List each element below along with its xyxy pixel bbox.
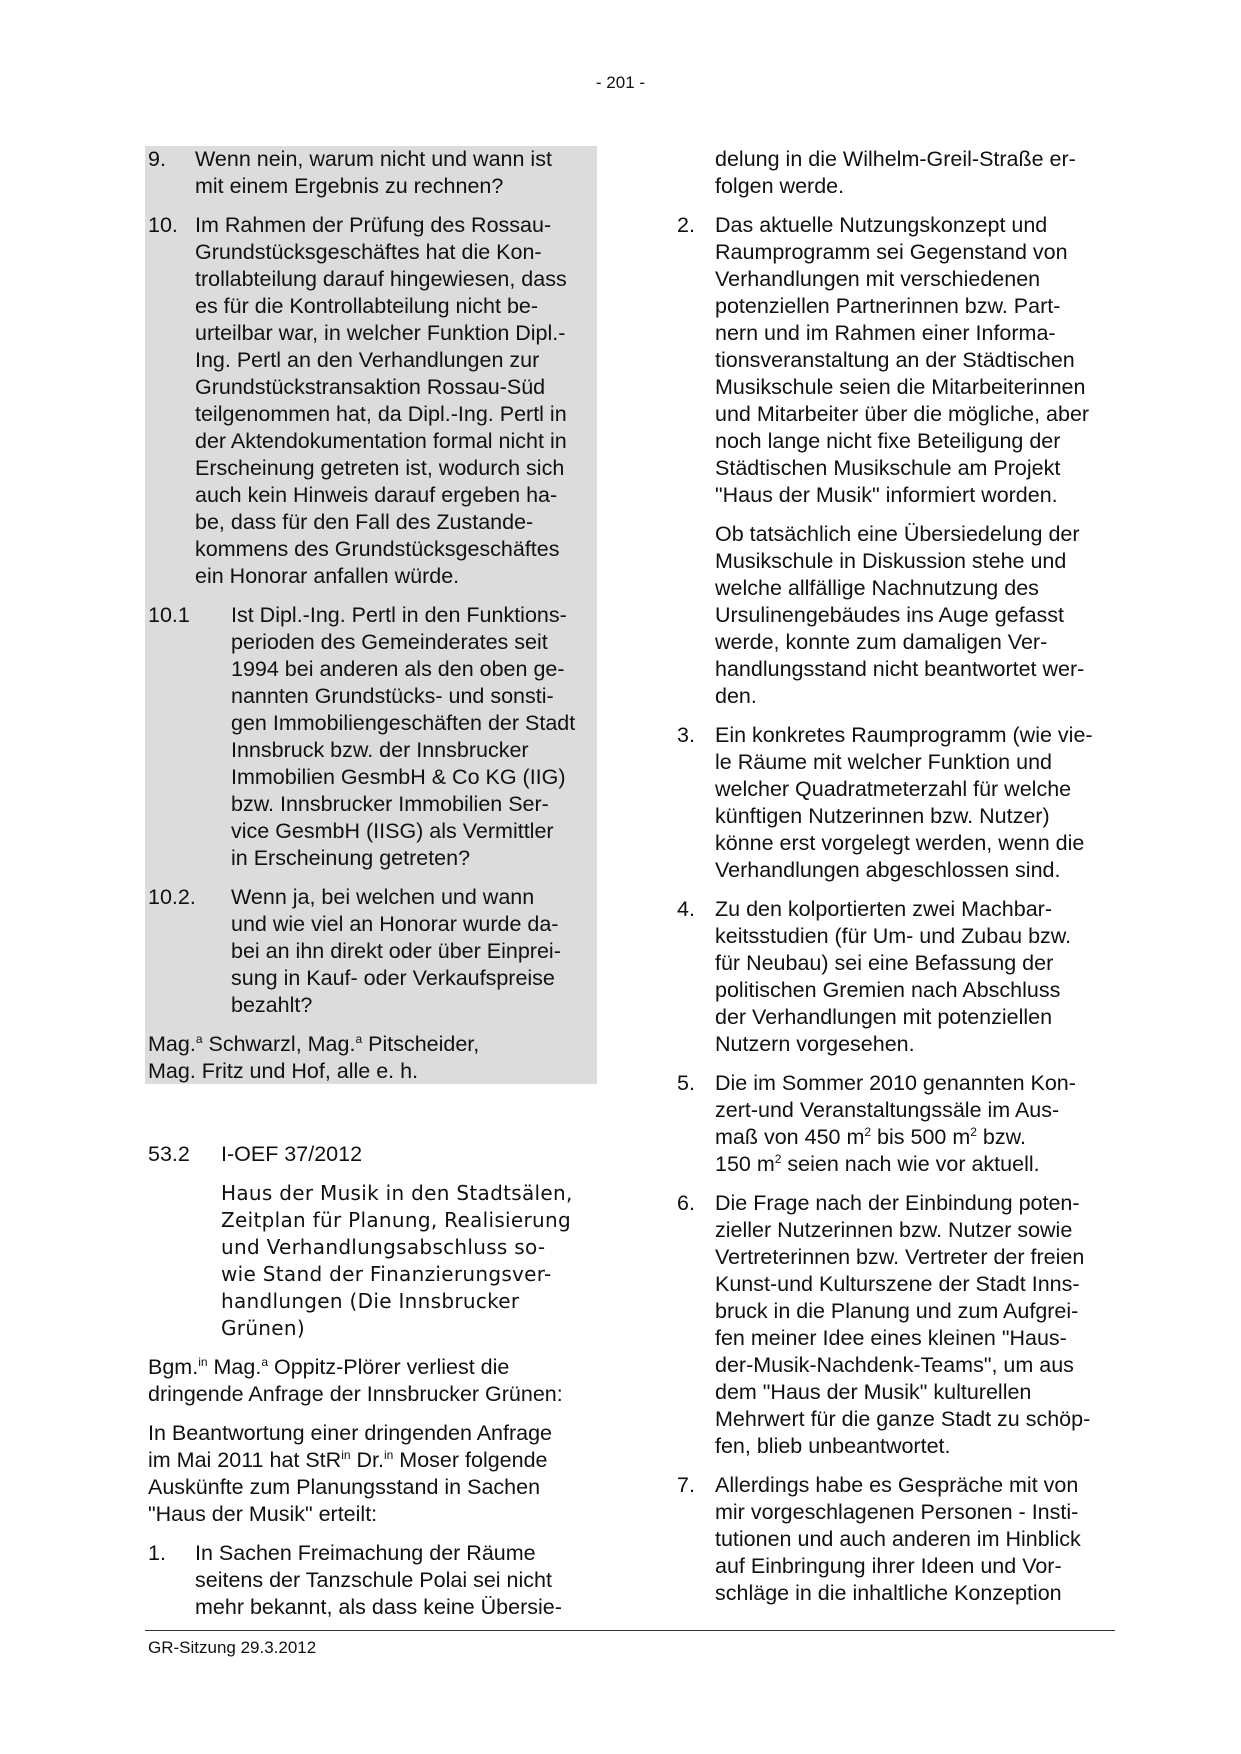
text-line: mehr bekannt, als dass keine Übersie- (195, 1595, 562, 1619)
intro-paragraph-1 (148, 1354, 602, 1408)
text-line: und Verhandlungsabschluss so- (221, 1235, 546, 1259)
text-line: perioden des Gemeinderates seit (231, 630, 548, 654)
text-line: fen, blieb unbeantwortet. (715, 1434, 951, 1458)
text-line: "Haus der Musik" informiert worden. (715, 483, 1058, 507)
signature-line-2: Mag. Fritz und Hof, alle e. h. (148, 1059, 419, 1083)
text-line: Haus der Musik in den Stadtsälen, (221, 1181, 573, 1205)
text-fragment: 150 m (715, 1152, 775, 1176)
text-line: handlungsstand nicht beantwortet wer- (715, 657, 1085, 681)
text-line: Nutzern vorgesehen. (715, 1032, 915, 1056)
text-line: seitens der Tanzschule Polai sei nicht (195, 1568, 552, 1592)
text-line: fen meiner Idee eines kleinen "Haus- (715, 1326, 1067, 1350)
text-line: le Räume mit welcher Funktion und (715, 750, 1052, 774)
answer-3 (677, 722, 1125, 884)
text-line: Ursulinengebäudes ins Auge gefasst (715, 603, 1065, 627)
item-number: 10.2. (148, 885, 196, 909)
item-text (195, 212, 602, 590)
text-line: Innsbruck bzw. der Innsbrucker (231, 738, 529, 762)
answer-5 (677, 1070, 1125, 1178)
superscript: in (341, 1448, 351, 1462)
text-line: ein Honorar anfallen würde. (195, 564, 460, 588)
text-line: Raumprogramm sei Gegenstand von (715, 240, 1068, 264)
answer-4 (677, 896, 1125, 1058)
text-line: auch kein Hinweis darauf ergeben ha- (195, 483, 558, 507)
text-line: Allerdings habe es Gespräche mit von (715, 1473, 1079, 1497)
item-number: 10. (148, 213, 178, 237)
page-number: - 201 - (595, 73, 646, 92)
answer-7 (677, 1472, 1125, 1607)
text-line: dringende Anfrage der Innsbrucker Grünen: (148, 1382, 563, 1406)
section-heading (148, 1141, 602, 1168)
left-column (148, 146, 602, 1633)
item-text (231, 602, 602, 872)
text-line: und Mitarbeiter über die mögliche, aber (715, 402, 1090, 426)
text-fragment: Moser folgende (393, 1448, 548, 1472)
text-line: in Erscheinung getreten? (231, 846, 471, 870)
text-line: tutionen und auch anderen im Hinblick (715, 1527, 1081, 1551)
intro-paragraph-2 (148, 1420, 602, 1528)
text-line: gen Immobiliengeschäften der Stadt (231, 711, 576, 735)
text-line: nannten Grundstücks- und sonsti- (231, 684, 554, 708)
text-fragment: im Mai 2011 hat StR (148, 1448, 342, 1472)
text-fragment: Schwarzl, Mag. (202, 1032, 356, 1056)
text-line: es für die Kontrollabteilung nicht be- (195, 294, 539, 318)
text-line: Grundstückstransaktion Rossau-Süd (195, 375, 546, 399)
text-line: noch lange nicht fixe Beteiligung der (715, 429, 1061, 453)
text-line: Erscheinung getreten ist, wodurch sich (195, 456, 565, 480)
item-text (715, 1190, 1125, 1460)
text-line: wie Stand der Finanzierungsver- (221, 1262, 552, 1286)
text-fragment: bzw. (976, 1125, 1026, 1149)
text-line: bzw. Innsbrucker Immobilien Ser- (231, 792, 549, 816)
text-line: tionsveranstaltung an der Städtischen (715, 348, 1075, 372)
answer-1-continued (715, 146, 1125, 200)
text-line: könne erst vorgelegt werden, wenn die (715, 831, 1085, 855)
text-line: Ist Dipl.-Ing. Pertl in den Funktions- (231, 603, 567, 627)
superscript: a (261, 1355, 268, 1369)
text-line: teilgenommen hat, da Dipl.-Ing. Pertl in (195, 402, 567, 426)
text-line: Ing. Pertl an den Verhandlungen zur (195, 348, 540, 372)
item-number: 6. (677, 1191, 695, 1215)
text-line: delung in die Wilhelm-Greil-Straße er- (715, 147, 1076, 171)
text-line (148, 1447, 602, 1474)
text-line: welcher Quadratmeterzahl für welche (715, 777, 1072, 801)
superscript: 2 (970, 1125, 977, 1139)
text-line: bruck in die Planung und zum Aufgrei- (715, 1299, 1079, 1323)
text-line: der-Musik-Nachdenk-Teams", um aus (715, 1353, 1074, 1377)
signature-block (148, 1031, 602, 1085)
question-10-1 (148, 602, 602, 872)
text-line: Verhandlungen mit verschiedenen (715, 267, 1041, 291)
text-fragment: Mag. (148, 1032, 196, 1056)
text-line: Zu den kolportierten zwei Machbar- (715, 897, 1052, 921)
text-line: trollabteilung darauf hingewiesen, dass (195, 267, 567, 291)
text-line: der Verhandlungen mit potenziellen (715, 1005, 1053, 1029)
text-line: zert-und Veranstaltungssäle im Aus- (715, 1098, 1060, 1122)
text-line: nern und im Rahmen einer Informa- (715, 321, 1056, 345)
text-line: der Aktendokumentation formal nicht in (195, 429, 567, 453)
text-line: künftigen Nutzerinnen bzw. Nutzer) (715, 804, 1050, 828)
text-line: welche allfällige Nachnutzung des (715, 576, 1039, 600)
text-line: mit einem Ergebnis zu rechnen? (195, 174, 504, 198)
question-10 (148, 212, 602, 590)
item-text (231, 884, 602, 1019)
text-line (715, 1151, 1125, 1178)
text-line: den. (715, 684, 757, 708)
superscript: a (355, 1032, 363, 1046)
text-fragment: Bgm. (148, 1355, 199, 1379)
text-line: urteilbar war, in welcher Funktion Dipl.- (195, 321, 566, 345)
answer-6 (677, 1190, 1125, 1460)
text-line: Wenn nein, warum nicht und wann ist (195, 147, 552, 171)
signature-line-1 (148, 1031, 602, 1058)
item-text (195, 146, 602, 200)
footer-divider (145, 1630, 1115, 1631)
text-fragment: Mag. (207, 1355, 262, 1379)
text-line: Zeitplan für Planung, Realisierung (221, 1208, 571, 1232)
text-line: Ob tatsächlich eine Übersiedelung der (715, 522, 1080, 546)
text-line: In Sachen Freimachung der Räume (195, 1541, 536, 1565)
text-line: Die im Sommer 2010 genannten Kon- (715, 1071, 1076, 1095)
superscript: 2 (864, 1125, 872, 1139)
text-line: Städtischen Musikschule am Projekt (715, 456, 1061, 480)
text-line: Grünen) (221, 1316, 305, 1340)
text-line: Verhandlungen abgeschlossen sind. (715, 858, 1061, 882)
item-number: 1. (148, 1541, 166, 1565)
superscript: in (383, 1448, 394, 1462)
item-number: 9. (148, 147, 166, 171)
text-line: potenziellen Partnerinnen bzw. Part- (715, 294, 1061, 318)
text-line: sung in Kauf- oder Verkaufspreise (231, 966, 555, 990)
text-line: keitsstudien (für Um- und Zubau bzw. (715, 924, 1072, 948)
text-line: vice GesmbH (IISG) als Vermittler (231, 819, 554, 843)
text-fragment: seien nach wie vor aktuell. (781, 1152, 1040, 1176)
text-line: für Neubau) sei eine Befassung der (715, 951, 1054, 975)
text-line: Immobilien GesmbH & Co KG (IIG) (231, 765, 566, 789)
answer-2 (677, 212, 1125, 509)
item-number: 10.1 (148, 603, 190, 627)
text-fragment: Dr. (350, 1448, 384, 1472)
section-code: I-OEF 37/2012 (221, 1142, 363, 1166)
superscript: a (195, 1032, 203, 1046)
text-line: 1994 bei anderen als den oben ge- (231, 657, 565, 681)
text-line: schläge in die inhaltliche Konzeption (715, 1581, 1062, 1605)
text-line: Die Frage nach der Einbindung poten- (715, 1191, 1080, 1215)
answer-2-paragraph (715, 521, 1125, 710)
item-number: 4. (677, 897, 695, 921)
right-column (677, 146, 1125, 1619)
section-subject (221, 1180, 602, 1342)
item-number: 7. (677, 1473, 695, 1497)
text-line: und wie viel an Honorar wurde da- (231, 912, 559, 936)
text-line: "Haus der Musik" erteilt: (148, 1502, 378, 1526)
text-line: Mehrwert für die ganze Stadt zu schöp- (715, 1407, 1091, 1431)
text-line: Wenn ja, bei welchen und wann (231, 885, 535, 909)
text-line: Ein konkretes Raumprogramm (wie vie- (715, 723, 1093, 747)
text-line: folgen werde. (715, 174, 845, 198)
text-line: In Beantwortung einer dringenden Anfrage (148, 1421, 553, 1445)
item-text (715, 1070, 1125, 1178)
text-line: zieller Nutzerinnen bzw. Nutzer sowie (715, 1218, 1073, 1242)
text-line: bezahlt? (231, 993, 313, 1017)
text-line: politischen Gremien nach Abschluss (715, 978, 1061, 1002)
text-line: handlungen (Die Innsbrucker (221, 1289, 520, 1313)
text-line: werde, konnte zum damaligen Ver- (715, 630, 1048, 654)
item-text (715, 1472, 1125, 1607)
item-text (715, 212, 1125, 509)
footer-session-date: GR-Sitzung 29.3.2012 (148, 1638, 317, 1657)
text-fragment: Oppitz-Plörer verliest die (268, 1355, 510, 1379)
text-line (148, 1354, 602, 1381)
question-10-2 (148, 884, 602, 1019)
text-line (715, 1124, 1125, 1151)
text-line: Kunst-und Kulturszene der Stadt Inns- (715, 1272, 1080, 1296)
superscript: 2 (774, 1152, 782, 1166)
section-number: 53.2 (148, 1142, 190, 1166)
text-line: be, dass für den Fall des Zustande- (195, 510, 534, 534)
item-number: 3. (677, 723, 695, 747)
text-line: auf Einbringung ihrer Ideen und Vor- (715, 1554, 1062, 1578)
text-line: kommens des Grundstücksgeschäftes (195, 537, 560, 561)
text-fragment: maß von 450 m (715, 1125, 865, 1149)
text-line: Musikschule seien die Mitarbeiterinnen (715, 375, 1086, 399)
text-line: mir vorgeschlagenen Personen - Insti- (715, 1500, 1079, 1524)
text-line: Musikschule in Diskussion stehe und (715, 549, 1067, 573)
item-number: 5. (677, 1071, 695, 1095)
text-line: Grundstücksgeschäftes hat die Kon- (195, 240, 542, 264)
answer-1 (148, 1540, 602, 1621)
text-line: bei an ihn direkt oder über Einprei- (231, 939, 561, 963)
item-text (715, 896, 1125, 1058)
text-fragment: Pitscheider, (362, 1032, 480, 1056)
text-fragment: bis 500 m (871, 1125, 971, 1149)
agenda-section (148, 1141, 602, 1342)
text-line: Auskünfte zum Planungsstand in Sachen (148, 1475, 541, 1499)
text-line: Das aktuelle Nutzungskonzept und (715, 213, 1048, 237)
item-number: 2. (677, 213, 695, 237)
text-line: dem "Haus der Musik" kulturellen (715, 1380, 1032, 1404)
question-9 (148, 146, 602, 200)
superscript: in (198, 1355, 208, 1369)
text-line: Vertreterinnen bzw. Vertreter der freien (715, 1245, 1085, 1269)
item-text (195, 1540, 602, 1621)
text-line: Im Rahmen der Prüfung des Rossau- (195, 213, 552, 237)
item-text (715, 722, 1125, 884)
